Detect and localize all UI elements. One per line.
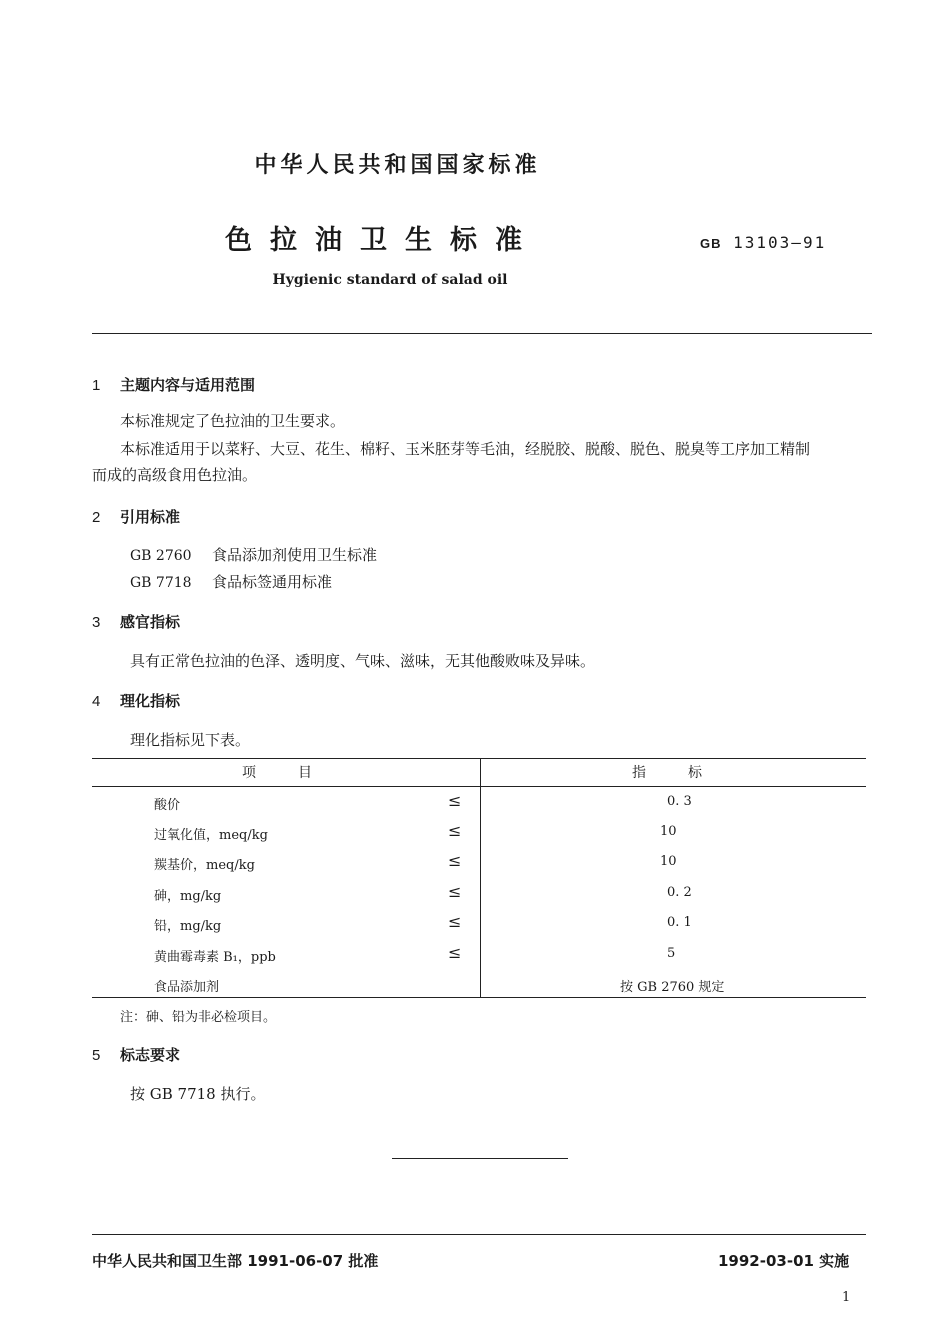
reference-row (130, 544, 377, 565)
section-3-para-1: 具有正常色拉油的色泽、透明度、气味、滋味，无其他酸败味及异味。 (130, 652, 596, 670)
standard-code (700, 233, 826, 252)
section-title: 理化指标 (120, 692, 181, 710)
section-2-heading (92, 506, 180, 527)
section-5-para-1: 按 GB 7718 执行。 (130, 1085, 266, 1103)
row-item: 过氧化值，meq/kg (154, 828, 268, 843)
table-row (92, 909, 866, 939)
table-header-value: 指 标 (632, 765, 702, 781)
reference-code: GB 2760 (130, 548, 192, 564)
section-1-heading (92, 374, 255, 395)
row-value: 0. 2 (667, 885, 692, 900)
row-item: 铅，mg/kg (154, 919, 222, 934)
reference-title: 食品标签通用标准 (212, 573, 333, 591)
row-symbol: ≤ (448, 912, 462, 931)
section-title: 感官指标 (120, 613, 181, 631)
table-top-rule (92, 758, 866, 759)
section-number: 5 (92, 1047, 101, 1064)
table-row (92, 970, 866, 1000)
section-1-para-2: 本标准适用于以菜籽、大豆、花生、棉籽、玉米胚芽等毛油，经脱胶、脱酸、脱色、脱臭等工序加工精制 (120, 440, 811, 458)
table-row (92, 879, 866, 909)
footer-rule (92, 1234, 866, 1235)
reference-row (130, 571, 332, 592)
row-symbol: ≤ (448, 882, 462, 901)
row-symbol: ≤ (448, 821, 462, 840)
row-value: 10 (660, 824, 677, 839)
table-header-rule (92, 786, 866, 787)
row-item: 黄曲霉毒素 B₁，ppb (154, 950, 276, 965)
page-number: 1 (842, 1290, 851, 1305)
row-symbol: ≤ (448, 943, 462, 962)
row-value: 0. 3 (667, 794, 692, 809)
section-4-heading (92, 690, 180, 711)
standard-code-prefix: GB (700, 236, 722, 251)
standard-code-number: 13103—91 (733, 233, 827, 252)
section-1-para-2-cont: 而成的高级食用色拉油。 (92, 466, 258, 484)
section-number: 4 (92, 693, 101, 710)
section-5-heading (92, 1044, 180, 1065)
section-1-para-1: 本标准规定了色拉油的卫生要求。 (120, 412, 346, 430)
row-item: 砷，mg/kg (154, 889, 222, 904)
table-row (92, 848, 866, 878)
row-symbol: ≤ (448, 791, 462, 810)
physicochemical-table (92, 758, 866, 998)
document-title-en: Hygienic standard of salad oil (272, 272, 508, 288)
approval-line: 中华人民共和国卫生部 1991-06-07 批准 (92, 1252, 379, 1270)
row-value: 按 GB 2760 规定 (620, 980, 725, 995)
table-row (92, 818, 866, 848)
row-item: 羰基价，meq/kg (154, 858, 255, 873)
section-number: 3 (92, 614, 101, 631)
table-note: 注：砷、铅为非必检项目。 (120, 1010, 277, 1025)
issuing-body: 中华人民共和国国家标准 (254, 153, 541, 178)
end-of-text-rule (392, 1158, 568, 1159)
section-title: 主题内容与适用范围 (120, 376, 256, 394)
row-value: 5 (667, 946, 676, 961)
reference-title: 食品添加剂使用卫生标准 (212, 546, 378, 564)
section-title: 标志要求 (120, 1046, 181, 1064)
table-row (92, 940, 866, 970)
section-number: 2 (92, 509, 101, 526)
reference-code: GB 7718 (130, 575, 192, 591)
table-row (92, 788, 866, 818)
section-title: 引用标准 (120, 508, 181, 526)
row-item: 酸价 (154, 798, 181, 813)
section-3-heading (92, 611, 180, 632)
effective-date: 1992-03-01 实施 (718, 1252, 850, 1270)
table-header-item: 项 目 (242, 765, 312, 781)
row-item: 食品添加剂 (154, 980, 220, 995)
section-number: 1 (92, 377, 101, 394)
row-value: 10 (660, 854, 677, 869)
header-rule (92, 333, 872, 334)
document-title: 色拉油卫生标准 (225, 225, 540, 256)
row-value: 0. 1 (667, 915, 692, 930)
row-symbol: ≤ (448, 851, 462, 870)
section-4-intro: 理化指标见下表。 (130, 731, 251, 749)
